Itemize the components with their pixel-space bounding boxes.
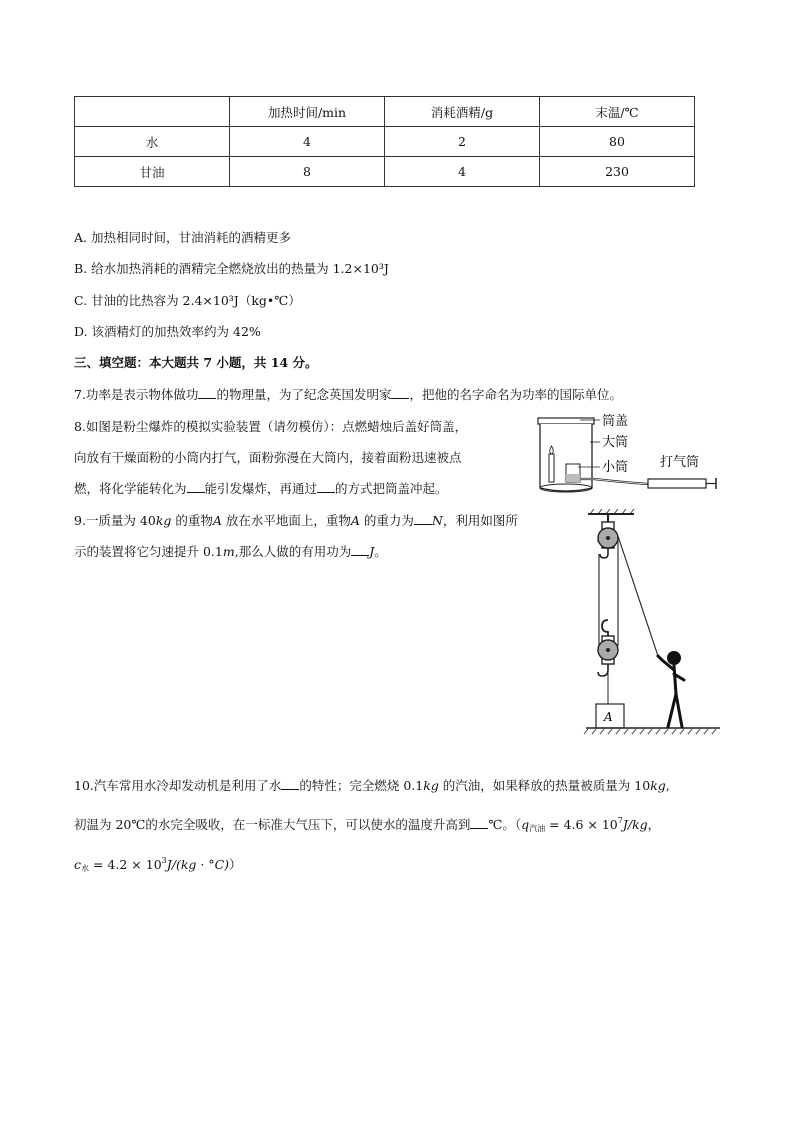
unit-m: m xyxy=(222,544,235,559)
q8-line: 向放有干燥面粉的小筒内打气，面粉弥漫在大筒内，接着面粉迅速被点 xyxy=(74,450,462,465)
q10-text: = 4.6 × 10 xyxy=(545,817,618,832)
q10-text: 10.汽车常用水冷却发动机是利用了水 xyxy=(74,778,282,793)
q10-line xyxy=(74,815,660,834)
table-row xyxy=(75,127,695,157)
label-lid: 筒盖 xyxy=(602,414,629,429)
q10-text: ℃。（ xyxy=(488,817,522,832)
q7-text: ，把他的名字命名为功率的国际单位。 xyxy=(409,387,622,402)
symbol-q: q xyxy=(521,817,530,832)
q10-text: ） xyxy=(229,857,242,872)
option-b: B. 给水加热消耗的酒精完全燃烧放出的热量为 1.2×10³J xyxy=(74,261,389,276)
q9-text: ,那么人做的有用功为 xyxy=(234,544,352,559)
table-header-cell xyxy=(75,97,230,127)
q8-line: 8.如图是粉尘爆炸的模拟实验装置（请勿模仿）：点燃蜡烛后盖好筒盖， xyxy=(74,419,468,434)
exponent: 3 xyxy=(161,856,167,865)
table-cell: 水 xyxy=(75,127,230,157)
answer-blank xyxy=(391,386,409,399)
q9-text: 。 xyxy=(374,544,387,559)
option-a: A. 加热相同时间，甘油消耗的酒精更多 xyxy=(74,230,291,245)
label-small-cylinder: 小筒 xyxy=(602,460,629,475)
unit-kg: kg xyxy=(423,778,439,793)
data-table xyxy=(74,96,695,187)
unit-text: J/(kg · °C) xyxy=(166,857,230,872)
q9-line xyxy=(74,542,387,560)
label-pump: 打气筒 xyxy=(660,455,700,470)
unit-kg: kg xyxy=(650,778,666,793)
q10-text: ， xyxy=(647,817,661,832)
symbol-a: A xyxy=(212,513,222,528)
table-cell: 4 xyxy=(385,157,540,187)
q8-text: 燃，将化学能转化为 xyxy=(74,481,187,496)
answer-blank xyxy=(187,480,205,493)
q8-text: 的方式把筒盖冲起。 xyxy=(335,481,448,496)
table-row xyxy=(75,157,695,187)
table-cell: 甘油 xyxy=(75,157,230,187)
table-cell: 2 xyxy=(385,127,540,157)
unit-kg: kg xyxy=(155,513,172,528)
q7-text: 的物理量，为了纪念英国发明家 xyxy=(216,387,392,402)
q9-text: 9.一质量为 40 xyxy=(74,513,156,528)
label-big-cylinder: 大筒 xyxy=(602,435,629,450)
q10-line xyxy=(74,855,242,874)
symbol-c: c xyxy=(74,857,82,872)
q10-text: , xyxy=(665,778,670,793)
weight-label: A xyxy=(604,710,613,724)
q8-text: 能引发爆炸，再通过 xyxy=(204,481,318,496)
candle-shape xyxy=(549,454,554,482)
ground-hatch xyxy=(584,729,716,734)
q10-line xyxy=(74,776,670,794)
answer-blank xyxy=(198,386,216,399)
unit-j: J xyxy=(369,544,375,559)
answer-blank xyxy=(351,543,369,556)
unit-n: N xyxy=(431,513,443,528)
q9-text: 示的装置将它匀速提升 0.1 xyxy=(74,544,223,559)
q9-text: 放在水平地面上，重物 xyxy=(221,513,351,528)
answer-blank xyxy=(281,777,299,790)
q10-text: 的特性；完全燃烧 0.1 xyxy=(299,778,424,793)
answer-blank xyxy=(414,512,432,525)
q8-line xyxy=(74,479,448,497)
q9-line xyxy=(74,511,518,529)
pump-shape xyxy=(648,479,706,488)
q9-text: ，利用如图所 xyxy=(442,513,518,528)
dust-explosion-figure xyxy=(530,412,725,498)
pulley-figure xyxy=(578,508,726,740)
subscript-water: 水 xyxy=(81,864,90,873)
question-7 xyxy=(74,385,622,403)
answer-blank xyxy=(470,816,488,829)
unit-text: J/kg xyxy=(622,817,648,832)
option-c: C. 甘油的比热容为 2.4×10³J（kg•℃） xyxy=(74,293,301,308)
lid-shape xyxy=(538,418,594,424)
symbol-a: A xyxy=(350,513,360,528)
section-heading: 三、填空题：本大题共 7 小题，共 14 分。 xyxy=(74,355,318,370)
q9-text: 的重力为 xyxy=(359,513,414,528)
option-d: D. 该酒精灯的加热效率约为 42% xyxy=(74,324,261,339)
q9-text: 的重物 xyxy=(171,513,213,528)
q7-text: 7.功率是表示物体做功 xyxy=(74,387,199,402)
table-header-cell: 末温/℃ xyxy=(540,97,695,127)
table-cell: 80 xyxy=(540,127,695,157)
q10-text: 的汽油，如果释放的热量被质量为 10 xyxy=(438,778,651,793)
table-header-row xyxy=(75,97,695,127)
q10-text: 初温为 20℃的水完全吸收，在一标准大气压下，可以使水的温度升高到 xyxy=(74,817,471,832)
person-icon xyxy=(658,651,684,727)
exponent: 7 xyxy=(617,816,623,825)
subscript-gasoline: 汽油 xyxy=(529,824,546,833)
table-header-cell: 加热时间/min xyxy=(230,97,385,127)
answer-blank xyxy=(317,480,335,493)
q10-text: = 4.2 × 10 xyxy=(89,857,162,872)
table-header-cell: 消耗酒精/g xyxy=(385,97,540,127)
table-cell: 4 xyxy=(230,127,385,157)
table-cell: 230 xyxy=(540,157,695,187)
table-cell: 8 xyxy=(230,157,385,187)
